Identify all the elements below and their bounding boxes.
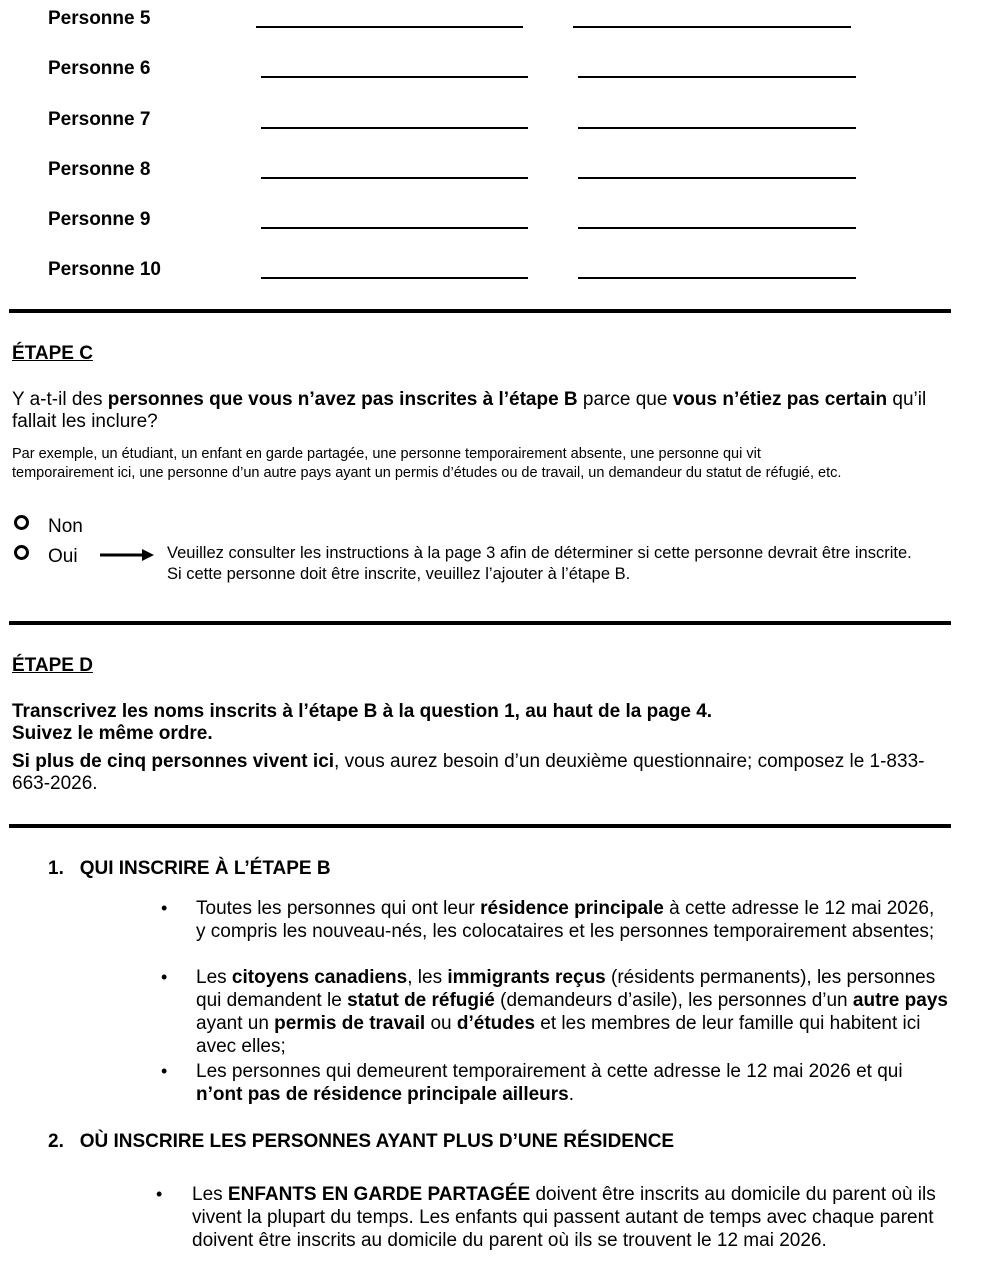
bold-text: résidence principale [480,898,664,919]
bullet-icon: • [161,1061,168,1081]
text: Y a-t-il des [12,389,108,410]
person-10-second-field[interactable] [578,277,856,279]
person-label-6: Personne 6 [48,58,151,79]
etape-d-instruction-2 [12,751,947,795]
yes-note-line-1: Veuillez consulter les instructions à la page 3 afin de déterminer si cette personne devrait être inscrite. [167,544,912,562]
bold-text: personnes que vous n’avez pas inscrites à l’étape B [107,389,578,410]
section-2-title [48,1131,674,1153]
person-label-7: Personne 7 [48,109,151,130]
person-5-name-field[interactable] [256,26,523,28]
radio-non-label: Non [48,516,83,537]
etape-d-heading: ÉTAPE D [12,655,93,676]
bullet-icon: • [156,1184,163,1204]
bold-text: autre pays [852,990,948,1011]
etape-c-heading: ÉTAPE C [12,343,93,364]
text: Les personnes qui demeurent temporairement à cette adresse le 12 mai 2026 et qui [196,1061,903,1082]
radio-non[interactable] [14,515,29,530]
etape-c-example [12,445,952,483]
person-label-8: Personne 8 [48,159,151,180]
radio-oui-label: Oui [48,546,78,567]
person-6-second-field[interactable] [578,76,856,78]
text: à cette adresse le 12 mai 2026, y compris les nouveau-nés, les colocataires et les personnes temporairement absentes; [196,898,935,942]
person-label-5: Personne 5 [48,8,151,29]
text: qu’il fallait les inclure? [12,389,927,432]
section-divider [9,621,951,625]
bullet-icon: • [161,898,168,918]
etape-d-line-3-bold: Si plus de cinq personnes vivent ici [12,751,335,772]
text: parce que [577,389,673,410]
etape-d-line-1: Transcrivez les noms inscrits à l’étape B à la question 1, au haut de la page 4. [12,701,713,722]
arrow-right-icon [100,547,156,563]
person-9-second-field[interactable] [578,227,856,229]
person-5-second-field[interactable] [573,26,851,28]
text: Les [192,1184,228,1205]
section-2-number: 2. [48,1131,64,1152]
text: . [568,1084,575,1105]
person-8-second-field[interactable] [578,177,856,179]
bold-text: d’études [456,1013,536,1034]
person-9-name-field[interactable] [261,227,528,229]
bold-text: ENFANTS EN GARDE PARTAGÉE [227,1184,531,1205]
person-8-name-field[interactable] [261,177,528,179]
section-1-number: 1. [48,858,64,879]
text: ayant un [196,1013,275,1034]
section-2-bullet-1 [192,1183,944,1252]
section-1-title-text: QUI INSCRIRE À L’ÉTAPE B [79,858,331,879]
etape-c-example-line-2: temporairement ici, une personne d’un autre pays ayant un permis d’études ou de travail, un demandeur du statut de réfugié, etc. [12,465,842,481]
section-divider [9,309,951,313]
bold-text: permis de travail [274,1013,426,1034]
bold-text: n’ont pas de résidence principale ailleurs [196,1084,569,1105]
etape-d-line-3-rest: , vous aurez besoin d’un deuxième questionnaire; composez le 1-833-663-2026. [12,751,925,794]
text: Toutes les personnes qui ont leur [196,898,481,919]
section-1-bullet-1 [196,897,948,943]
bold-text: citoyens canadiens [231,967,408,988]
person-10-name-field[interactable] [261,277,528,279]
etape-d-line-2: Suivez le même ordre. [12,723,213,744]
section-2-title-text: OÙ INSCRIRE LES PERSONNES AYANT PLUS D’UNE RÉSIDENCE [79,1131,675,1152]
person-7-name-field[interactable] [261,127,528,129]
section-1-bullet-2 [196,966,948,1058]
person-label-10: Personne 10 [48,259,161,280]
text: , les [407,967,448,988]
bold-text: vous n’étiez pas certain [672,389,888,410]
text: et les membres de leur famille qui habitent ici avec elles; [196,1013,921,1057]
person-7-second-field[interactable] [578,127,856,129]
etape-c-yes-note [167,543,912,585]
text: (demandeurs d’asile), les personnes d’un [494,990,853,1011]
yes-note-line-2: Si cette personne doit être inscrite, veuillez l’ajouter à l’étape B. [167,565,631,583]
text: ou [425,1013,457,1034]
text: Les [196,967,232,988]
etape-c-example-line-1: Par exemple, un étudiant, un enfant en garde partagée, une personne temporairement absente, une personne qui vit [12,446,761,462]
radio-oui[interactable] [14,545,29,560]
etape-c-question [12,389,947,433]
section-1-title [48,858,331,880]
person-6-name-field[interactable] [261,76,528,78]
etape-d-instruction-1 [12,701,947,745]
section-1-bullet-3 [196,1060,948,1106]
bullet-icon: • [161,967,168,987]
text: (résidents permanents), les personnes qui demandent le [196,967,936,1011]
section-divider [9,824,951,828]
person-label-9: Personne 9 [48,209,151,230]
bold-text: immigrants reçus [447,967,606,988]
bold-text: statut de réfugié [347,990,495,1011]
text: doivent être inscrits au domicile du parent où ils vivent la plupart du temps. Les enfants qui passent autant de temps avec chaque parent doivent être inscrits au domicile du parent où ils se trouvent le 12 mai 2026. [192,1184,936,1251]
